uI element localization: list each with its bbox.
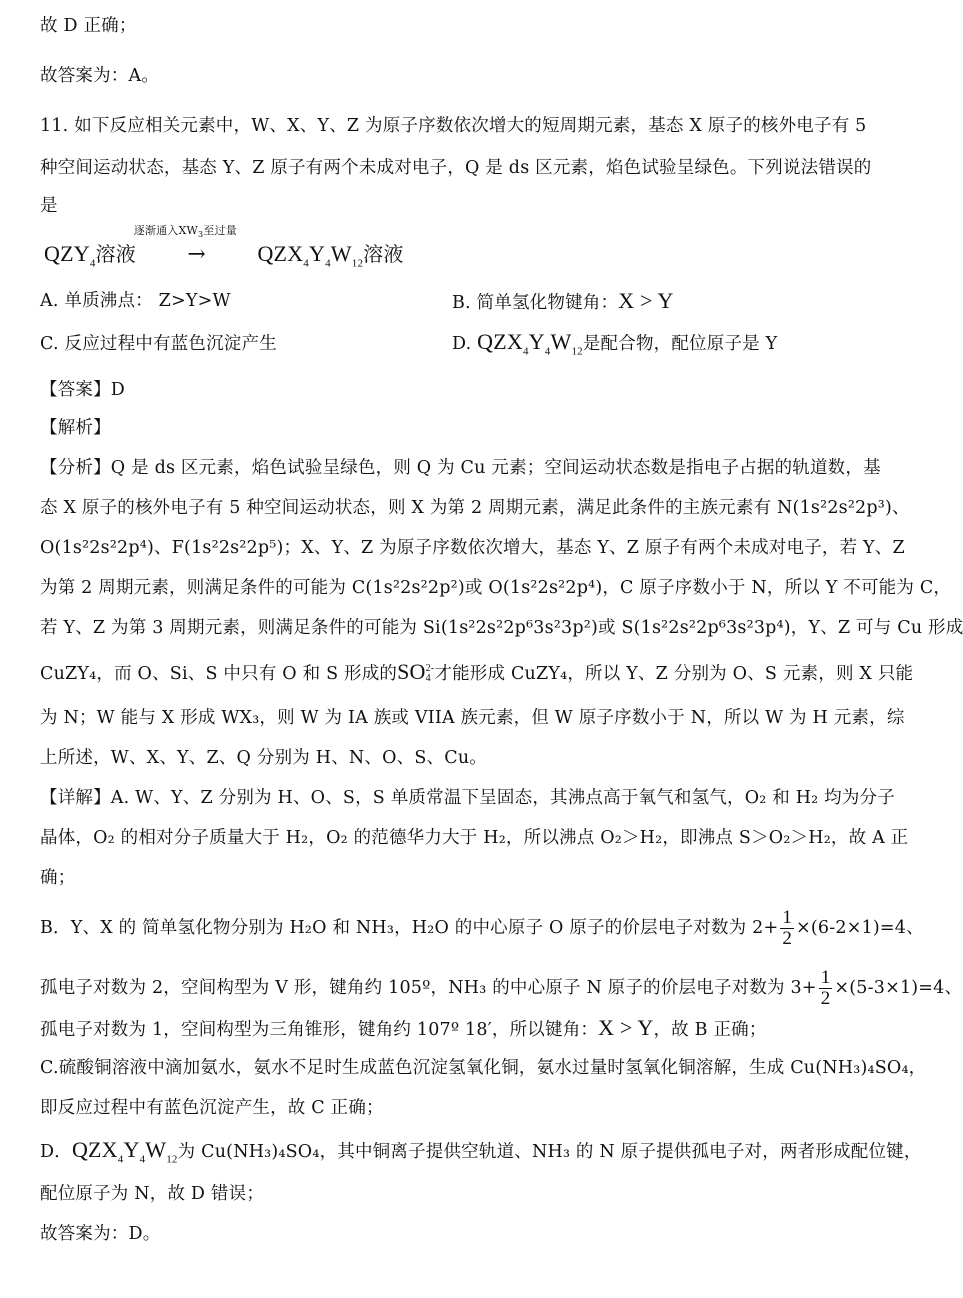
analysis-text: 为第 2 周期元素，则满足条件的可能为 C(1s²2s²2p²)或 O(1s²2s²2p⁴)，C 原子序数小于 N，所以 Y 不可能为 C，	[40, 578, 952, 598]
analysis-text: CuZY₄，而 O、Si、S 中只有 O 和 S 形成的SO 2- 4 才能形成 CuZY₄，所以 Y、Z 分别为 O、S 元素，则 X 只能	[40, 659, 914, 684]
detail-c-line: 即反应过程中有蓝色沉淀产生，故 C 正确；	[40, 1098, 384, 1118]
option-b: B. 简单氢化物键角：X > Y	[452, 288, 674, 313]
fraction-half: $\frac{1}{2}$	[782, 907, 793, 949]
analysis-text: 态 X 原子的核外电子有 5 种空间运动状态，则 X 为第 2 周期元素，满足此条件的主族元素有 N(1s²2s²2p³)、	[40, 498, 910, 518]
detail-text: 确；	[40, 868, 76, 888]
detail-b-line-2: 孤电子对数为 2，空间构型为 V 形，键角约 105º，NH₃ 的中心原子 N 原子的价层电子对数为 3+ $\frac{1}{2}$ ×(5-3×1)=4、	[40, 967, 963, 1009]
detail-b-line-3: 孤电子对数为 1，空间构型为三角锥形，键角约 107º 18′，所以键角：X > Y，故 B 正确；	[40, 1015, 767, 1040]
answer-line: 【答案】D	[40, 380, 126, 400]
analysis-text: O(1s²2s²2p⁴)、F(1s²2s²2p⁵)；X、Y、Z 为原子序数依次增大，基态 Y、Z 原子有两个未成对电子，若 Y、Z	[40, 538, 905, 558]
analysis-text: 若 Y、Z 为第 3 周期元素，则满足条件的可能为 Si(1s²2s²2p⁶3s²3p²)或 S(1s²2s²2p⁶3s²3p⁴)，Y、Z 可与 Cu 形成	[40, 618, 963, 638]
analysis-text: 【分析】Q 是 ds 区元素，焰色试验呈绿色，则 Q 为 Cu 元素；空间运动状态数是指电子占据的轨道数，基	[40, 458, 881, 478]
detail-text: 晶体，O₂ 的相对分子质量大于 H₂，O₂ 的范德华力大于 H₂，所以沸点 O₂＞H₂，即沸点 S＞O₂＞H₂，故 A 正	[40, 828, 909, 848]
option-c: C. 反应过程中有蓝色沉淀产生	[40, 334, 277, 354]
text-line: 故 D 正确；	[40, 16, 137, 36]
reaction-arrow: 逐渐通入$XW_3$至过量 →	[142, 243, 252, 268]
option-d: D. $QZX_4Y_4W_{12}$是配合物，配位原子是 Y	[452, 329, 778, 358]
product-solution-text: 溶液	[363, 242, 404, 266]
question-stem: 11. 如下反应相关元素中，W、X、Y、Z 为原子序数依次增大的短周期元素，基态 X 原子的核外电子有 5	[40, 116, 867, 136]
detail-d-line: D．$QZX_4Y_4W_{12}$为 Cu(NH₃)₄SO₄，其中铜离子提供空轨道、NH₃ 的 N 原子提供孤电子对，两者形成配位键，	[40, 1137, 922, 1166]
detail-d-line: 配位原子为 N，故 D 错误；	[40, 1184, 265, 1204]
detail-b-line-1: B．Y、X 的 简单氢化物分别为 H₂O 和 NH₃，H₂O 的中心原子 O 原子的价层电子对数为 2+ $\frac{1}{2}$ ×(6-2×1)=4、	[40, 907, 924, 949]
analysis-text: 为 N；W 能与 X 形成 WX₃，则 W 为 IA 族或 VIIA 族元素，但 W 原子序数小于 N，所以 W 为 H 元素，综	[40, 708, 905, 728]
fraction-half: $\frac{1}{2}$	[820, 967, 831, 1009]
final-answer: 故答案为：D。	[40, 1224, 161, 1244]
reactant-solution-text: 溶液	[95, 242, 136, 266]
analysis-text: 上所述，W、X、Y、Z、Q 分别为 H、N、O、S、Cu。	[40, 748, 487, 768]
question-stem: 种空间运动状态，基态 Y、Z 原子有两个未成对电子，Q 是 ds 区元素，焰色试验呈绿色。下列说法错误的	[40, 158, 872, 178]
detail-text: 【详解】A. W、Y、Z 分别为 H、O、S，S 单质常温下呈固态，其沸点高于氧气和氢气，O₂ 和 H₂ 均为分子	[40, 788, 895, 808]
option-a: A. 单质沸点： Z>Y>W	[40, 291, 231, 311]
reactant-formula: $QZY_4$	[44, 241, 96, 270]
text-line: 故答案为：A。	[40, 66, 160, 86]
reaction-equation	[44, 224, 860, 270]
analysis-heading: 【解析】	[40, 418, 111, 438]
product-formula: $QZX_4Y_4W_{12}$	[257, 241, 364, 270]
sulfate-ion-formula: SO 2- 4	[397, 659, 435, 684]
detail-c-line: C.硫酸铜溶液中滴加氨水，氨水不足时生成蓝色沉淀氢氧化铜，氨水过量时氢氧化铜溶解，生成 Cu(NH₃)₄SO₄，	[40, 1058, 927, 1078]
question-stem: 是	[40, 196, 58, 216]
reaction-condition: 逐渐通入$XW_3$至过量	[133, 224, 237, 240]
